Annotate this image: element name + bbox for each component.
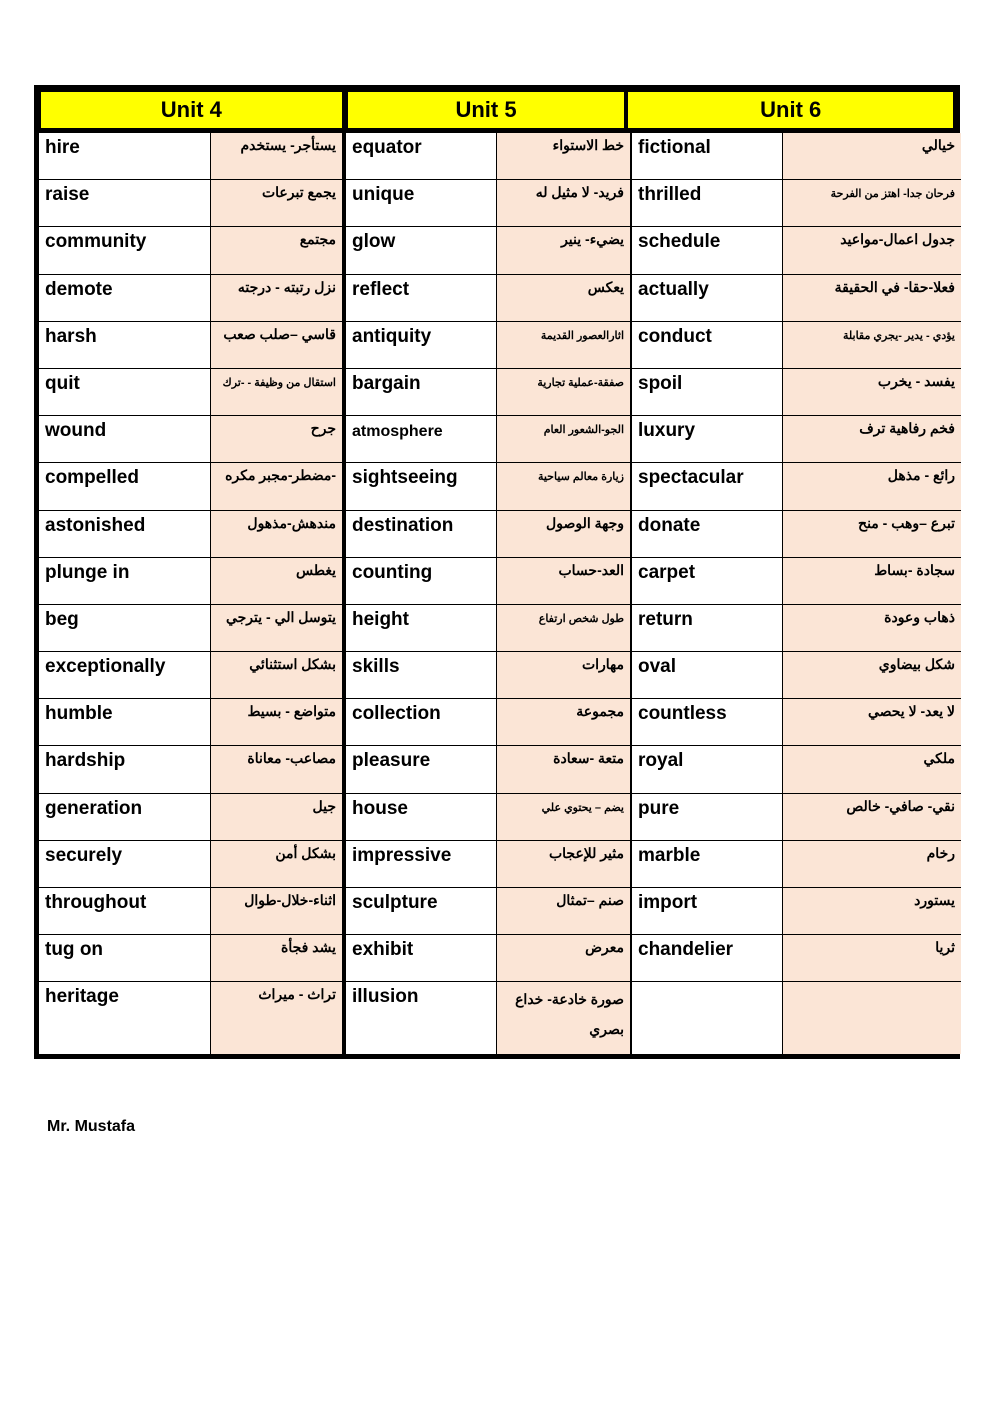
english-word: height xyxy=(346,605,497,651)
unit6-row xyxy=(632,275,961,322)
unit5-row xyxy=(346,275,630,322)
english-word: import xyxy=(632,888,783,934)
unit4-row xyxy=(39,322,342,369)
unit4-column xyxy=(39,133,342,1054)
arabic-translation: يضم – يحتوي علي xyxy=(497,794,630,840)
unit5-row xyxy=(346,558,630,605)
arabic-translation: اثارالعصور القديمة xyxy=(497,322,630,368)
english-word: actually xyxy=(632,275,783,321)
vocabulary-table xyxy=(34,85,960,1059)
unit6-row xyxy=(632,841,961,888)
arabic-translation: تراث - ميراث xyxy=(211,982,342,1054)
unit4-row xyxy=(39,699,342,746)
arabic-translation: طول شخص ارتفاع xyxy=(497,605,630,651)
english-word: house xyxy=(346,794,497,840)
arabic-translation: جدول اعمال-مواعيد xyxy=(783,227,961,273)
english-word: counting xyxy=(346,558,497,604)
arabic-translation: يؤدي - يدير -يجري مقابلة xyxy=(783,322,961,368)
unit5-row xyxy=(346,699,630,746)
english-word: chandelier xyxy=(632,935,783,981)
english-word: sculpture xyxy=(346,888,497,934)
unit5-row xyxy=(346,794,630,841)
arabic-translation: سجادة -بساط xyxy=(783,558,961,604)
arabic-translation: لا يعد- لا يحصي xyxy=(783,699,961,745)
header-row xyxy=(39,90,955,130)
arabic-translation: زيارة معالم سياحية xyxy=(497,463,630,509)
english-word: illusion xyxy=(346,982,497,1054)
english-word: reflect xyxy=(346,275,497,321)
english-word: beg xyxy=(39,605,211,651)
arabic-translation: -مضطر-مجبر مكره xyxy=(211,463,342,509)
unit4-row xyxy=(39,652,342,699)
english-word: spoil xyxy=(632,369,783,415)
unit6-row xyxy=(632,463,961,510)
arabic-translation: شكل بيضاوي xyxy=(783,652,961,698)
unit6-row xyxy=(632,935,961,982)
english-word: tug on xyxy=(39,935,211,981)
unit5-row xyxy=(346,888,630,935)
unit4-row xyxy=(39,888,342,935)
unit4-row xyxy=(39,511,342,558)
unit6-row xyxy=(632,746,961,793)
arabic-translation: نزل رتبته - درجته xyxy=(211,275,342,321)
unit6-row xyxy=(632,794,961,841)
english-word: conduct xyxy=(632,322,783,368)
arabic-translation: ذهاب وعودة xyxy=(783,605,961,651)
unit6-column xyxy=(632,133,961,1054)
arabic-translation: اثناء-خلال-طوال xyxy=(211,888,342,934)
arabic-translation: صنم –تمثال xyxy=(497,888,630,934)
arabic-translation: بشكل أمن xyxy=(211,841,342,887)
unit5-row xyxy=(346,180,630,227)
arabic-translation: يشد فجأة xyxy=(211,935,342,981)
arabic-translation: مجتمع xyxy=(211,227,342,273)
english-word: generation xyxy=(39,794,211,840)
arabic-translation: رخام xyxy=(783,841,961,887)
english-word: oval xyxy=(632,652,783,698)
unit5-column xyxy=(346,133,630,1054)
unit6-row xyxy=(632,180,961,227)
unit4-row xyxy=(39,841,342,888)
unit6-row xyxy=(632,227,961,274)
arabic-translation: قاسي –صلب صعب xyxy=(211,322,342,368)
arabic-translation: معرض xyxy=(497,935,630,981)
unit6-row xyxy=(632,605,961,652)
unit5-header: Unit 5 xyxy=(344,90,627,130)
unit4-row xyxy=(39,605,342,652)
arabic-translation: يغطس xyxy=(211,558,342,604)
unit4-row xyxy=(39,369,342,416)
english-word: community xyxy=(39,227,211,273)
arabic-translation: مهارات xyxy=(497,652,630,698)
english-word: humble xyxy=(39,699,211,745)
english-word: raise xyxy=(39,180,211,226)
unit6-row xyxy=(632,888,961,935)
arabic-translation: مثير للإعجاب xyxy=(497,841,630,887)
english-word: unique xyxy=(346,180,497,226)
english-word: bargain xyxy=(346,369,497,415)
unit5-row xyxy=(346,369,630,416)
english-word: demote xyxy=(39,275,211,321)
unit5-row xyxy=(346,133,630,180)
arabic-translation: تبرع –وهب - منح xyxy=(783,511,961,557)
unit4-row xyxy=(39,935,342,982)
english-word: return xyxy=(632,605,783,651)
unit6-header: Unit 6 xyxy=(626,90,955,130)
arabic-translation: رائع - مذهل xyxy=(783,463,961,509)
arabic-translation: العد-حساب xyxy=(497,558,630,604)
english-word: thrilled xyxy=(632,180,783,226)
unit5-row xyxy=(346,463,630,510)
arabic-translation: يجمع تبرعات xyxy=(211,180,342,226)
arabic-translation: وجهة الوصول xyxy=(497,511,630,557)
unit6-row xyxy=(632,558,961,605)
unit6-row xyxy=(632,322,961,369)
english-word: skills xyxy=(346,652,497,698)
english-word: exhibit xyxy=(346,935,497,981)
unit5-row xyxy=(346,652,630,699)
english-word: spectacular xyxy=(632,463,783,509)
english-word: securely xyxy=(39,841,211,887)
english-word: marble xyxy=(632,841,783,887)
english-word: compelled xyxy=(39,463,211,509)
english-word: equator xyxy=(346,133,497,179)
unit5-row xyxy=(346,416,630,463)
english-word: countless xyxy=(632,699,783,745)
arabic-translation: مجموعة xyxy=(497,699,630,745)
arabic-translation: جيل xyxy=(211,794,342,840)
unit5-row xyxy=(346,935,630,982)
english-word: destination xyxy=(346,511,497,557)
arabic-translation: يتوسل الي - يترجي xyxy=(211,605,342,651)
unit6-row xyxy=(632,416,961,463)
english-word: pure xyxy=(632,794,783,840)
english-word: quit xyxy=(39,369,211,415)
arabic-translation: خيالي xyxy=(783,133,961,179)
english-word: carpet xyxy=(632,558,783,604)
arabic-translation: فخم رفاهية ترف xyxy=(783,416,961,462)
unit5-row xyxy=(346,227,630,274)
arabic-translation: فرحان جدا- اهتز من الفرحة xyxy=(783,180,961,226)
arabic-translation: استقال من وظيفة - -ترك xyxy=(211,369,342,415)
english-word: harsh xyxy=(39,322,211,368)
english-word: heritage xyxy=(39,982,211,1054)
unit4-row xyxy=(39,982,342,1054)
arabic-translation: متواضع - بسيط xyxy=(211,699,342,745)
english-word: hardship xyxy=(39,746,211,792)
arabic-translation: مصاعب- معاناة xyxy=(211,746,342,792)
arabic-translation: يعكس xyxy=(497,275,630,321)
unit6-row xyxy=(632,133,961,180)
unit4-row xyxy=(39,227,342,274)
unit5-row xyxy=(346,841,630,888)
unit6-row xyxy=(632,982,961,1054)
unit4-row xyxy=(39,133,342,180)
english-word: throughout xyxy=(39,888,211,934)
english-word: exceptionally xyxy=(39,652,211,698)
english-word: plunge in xyxy=(39,558,211,604)
unit5-row xyxy=(346,322,630,369)
english-word: sightseeing xyxy=(346,463,497,509)
unit6-row xyxy=(632,652,961,699)
unit4-row xyxy=(39,794,342,841)
unit4-row xyxy=(39,180,342,227)
unit5-row xyxy=(346,511,630,558)
unit4-row xyxy=(39,275,342,322)
arabic-translation: متعة -سعادة xyxy=(497,746,630,792)
unit5-row xyxy=(346,982,630,1054)
arabic-translation: فعلا-حقا- في الحقيقة xyxy=(783,275,961,321)
english-word: royal xyxy=(632,746,783,792)
english-word: fictional xyxy=(632,133,783,179)
arabic-translation: يفسد - يخرب xyxy=(783,369,961,415)
arabic-translation: يستأجر- يستخدم xyxy=(211,133,342,179)
arabic-translation: بشكل استثنائي xyxy=(211,652,342,698)
arabic-translation: جرح xyxy=(211,416,342,462)
english-word: astonished xyxy=(39,511,211,557)
arabic-translation: مندهش-مذهول xyxy=(211,511,342,557)
arabic-translation: صفقة-عملية تجارية xyxy=(497,369,630,415)
arabic-translation xyxy=(783,982,961,1054)
arabic-translation: يضيء- ينير xyxy=(497,227,630,273)
arabic-translation: خط الاستواء xyxy=(497,133,630,179)
arabic-translation: فريد- لا مثيل له xyxy=(497,180,630,226)
english-word: donate xyxy=(632,511,783,557)
unit5-row xyxy=(346,605,630,652)
english-word: antiquity xyxy=(346,322,497,368)
english-word: wound xyxy=(39,416,211,462)
arabic-translation: صورة خادعة- خداع بصري xyxy=(497,982,630,1054)
arabic-translation: ملكي xyxy=(783,746,961,792)
arabic-translation: ثريا xyxy=(783,935,961,981)
english-word: impressive xyxy=(346,841,497,887)
english-word: collection xyxy=(346,699,497,745)
unit4-row xyxy=(39,416,342,463)
english-word: hire xyxy=(39,133,211,179)
unit4-row xyxy=(39,558,342,605)
english-word: schedule xyxy=(632,227,783,273)
english-word: pleasure xyxy=(346,746,497,792)
unit6-row xyxy=(632,699,961,746)
arabic-translation: نقي- صافي- خالص xyxy=(783,794,961,840)
english-word: glow xyxy=(346,227,497,273)
unit5-row xyxy=(346,746,630,793)
author-name: Mr. Mustafa xyxy=(47,1118,136,1135)
unit4-row xyxy=(39,463,342,510)
english-word xyxy=(632,982,783,1054)
unit6-row xyxy=(632,369,961,416)
unit4-header: Unit 4 xyxy=(39,90,344,130)
english-word: atmosphere xyxy=(346,416,497,462)
unit6-row xyxy=(632,511,961,558)
unit4-row xyxy=(39,746,342,793)
arabic-translation: الجو-الشعور العام xyxy=(497,416,630,462)
english-word: luxury xyxy=(632,416,783,462)
arabic-translation: يستورد xyxy=(783,888,961,934)
